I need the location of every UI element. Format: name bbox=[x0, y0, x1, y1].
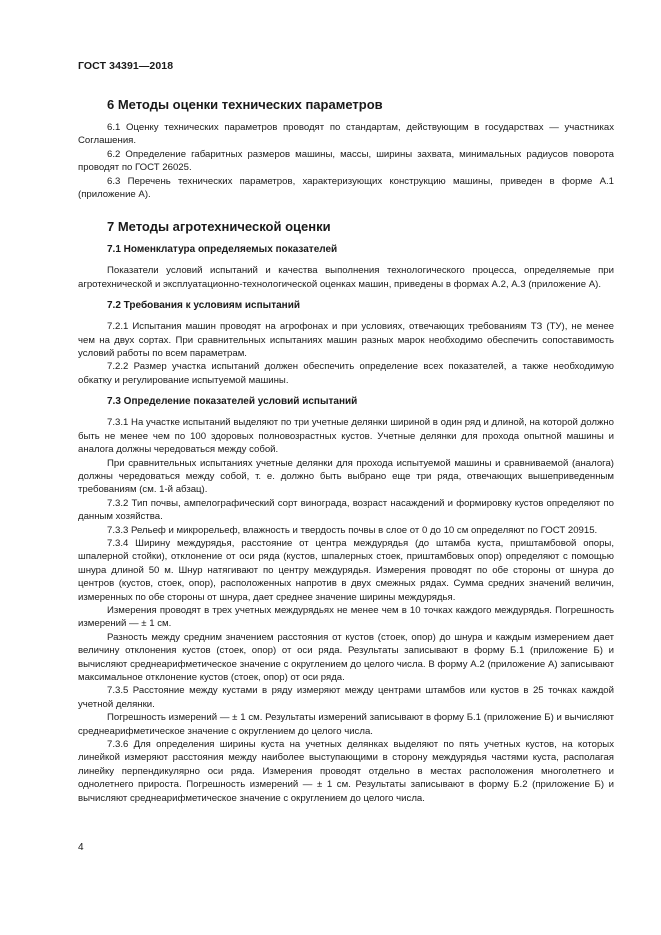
paragraph-7-3-1-b: При сравнительных испытаниях учетные делянки для прохода испытуемой машины и сравниваемой (аналога) должны чередоваться между собой, т. е. должно быть выбрано еще три ряда, отвечающих вышеприведенным требованиям (см. 1-й абзац). bbox=[78, 457, 614, 496]
page-content bbox=[78, 88, 614, 805]
paragraph-7-3-2: 7.3.2 Тип почвы, ампелографический сорт винограда, возраст насаждений и формировку кустов определяют по данным хозяйства. bbox=[78, 497, 614, 523]
section-7-1-title: 7.1 Номенклатура определяемых показателей bbox=[107, 244, 338, 256]
paragraph-7-3-4: 7.3.4 Ширину междурядья, расстояние от центра междурядья (до штамба куста, приштамбовой опоры, шпалерной стойки), отклонение от оси ряда (кустов, шпалерных стоек, приштамбовых опор) определяют с помощью шнура длиной 50 м. Шнур натягивают по центру междурядья. Измерения проводят по обе стороны от шнура до центров (кустов, стоек, опор), расположенных напротив в двух смежных рядах. Сумма средних значений величин, измеренных по обе стороны от шнура, дает среднее значение ширины междурядья. bbox=[78, 537, 614, 603]
paragraph-7-3-1: 7.3.1 На участке испытаний выделяют по три учетные делянки шириной в один ряд и длиной, на которой должно быть не менее чем по 100 здоровых полновозрастных кустов. Учетные делянки для прохода опытной машины и аналога должны чередоваться между собой. bbox=[78, 417, 614, 456]
page-number: 4 bbox=[78, 842, 84, 853]
paragraph-7-3-5-b: Погрешность измерений — ± 1 см. Результаты измерений записывают в форму Б.1 (приложение Б) и вычисляют среднеарифметическое значение с округлением до целого числа. bbox=[78, 712, 614, 737]
standard-header: ГОСТ 34391—2018 bbox=[78, 60, 174, 72]
paragraph-7-3-6: 7.3.6 Для определения ширины куста на учетных делянках выделяют по пять учетных кустов, на которых линейкой измеряют расстояния между наиболее выступающими в сторону междурядья частями куста, располагая линейку перпендикулярно оси ряда. Измерения проводят отдельно в местах расположения многолетнего и однолетнего прироста. Погрешность измерений — ± 1 см. Результаты записывают в форму Б.2 (приложение Б) и вычисляют среднеарифметическое значение с округлением до целого числа. bbox=[78, 739, 614, 804]
section-7-title: 7 Методы агротехнической оценки bbox=[107, 219, 331, 235]
section-7-2-title: 7.2 Требования к условиям испытаний bbox=[107, 300, 300, 312]
paragraph-7-2-2: 7.2.2 Размер участка испытаний должен обеспечить определение всех показателей, а также необходимую обкатку и регулирование испытуемой машины. bbox=[78, 361, 614, 386]
paragraph-6-2: 6.2 Определение габаритных размеров машины, массы, ширины захвата, минимальных радиусов поворота проводят по ГОСТ 26025. bbox=[78, 148, 614, 174]
paragraph-7-3-4-c: Разность между средним значением расстояния от кустов (стоек, опор) до шнура и каждым измерением дает величину отклонения кустов (стоек, опор) от оси ряда. Результаты записывают в форму Б.1 (приложение Б) и вычисляют среднеарифметическое значение с округлением до целого числа. В форму А.2 (приложение А) записывают максимальное отклонение кустов (стоек, опор) от оси ряда. bbox=[78, 631, 614, 683]
paragraph-6-3: 6.3 Перечень технических параметров, характеризующих конструкцию машины, приведен в форме А.1 (приложение А). bbox=[78, 175, 614, 201]
paragraph-7-3-4-b: Измерения проводят в трех учетных междурядьях не менее чем в 10 точках каждого междурядья. Погрешность измерений — ± 1 см. bbox=[78, 604, 614, 630]
paragraph-7-1: Показатели условий испытаний и качества выполнения технологического процесса, определяемые при агротехнической и эксплуатационно-технологической оценках машин, приведены в формах А.2, А.3 (приложение А). bbox=[78, 265, 614, 290]
paragraph-7-2-1: 7.2.1 Испытания машин проводят на агрофонах и при условиях, отвечающих требованиям ТЗ (ТУ), не менее чем на двух сортах. При сравнительных испытаниях машин разных марок необходимо обеспечить сопоставимость условий работы по всем параметрам. bbox=[78, 321, 614, 360]
section-6-title: 6 Методы оценки технических параметров bbox=[107, 97, 383, 112]
paragraph-7-3-5: 7.3.5 Расстояние между кустами в ряду измеряют между центрами штамбов или кустов в 25 точках каждой учетной делянки. bbox=[78, 685, 614, 710]
paragraph-6-1: 6.1 Оценку технических параметров проводят по стандартам, действующим в государствах — участниках Соглашения. bbox=[78, 122, 614, 147]
paragraph-7-3-3: 7.3.3 Рельеф и микрорельеф, влажность и твердость почвы в слое от 0 до 10 см определяют по ГОСТ 20915. bbox=[107, 524, 598, 536]
section-7-3-title: 7.3 Определение показателей условий испытаний bbox=[107, 396, 358, 408]
